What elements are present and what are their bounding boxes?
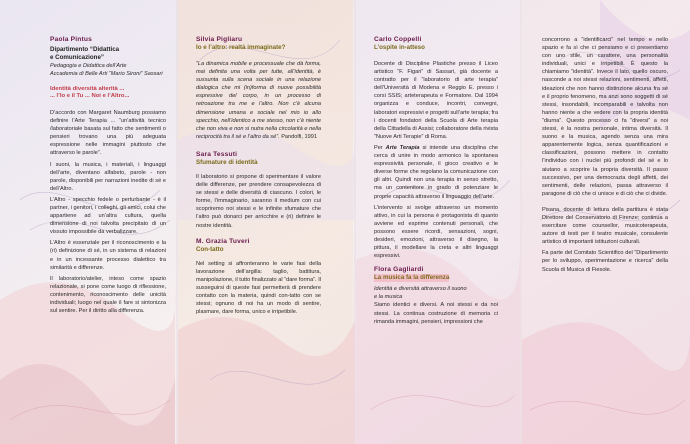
paragraph: Pisana, docente di lettura della partitura è stata Direttore del Conservatorio di Firenze; continua a esercitare come counsellor, musicoterapeuta, autore di testi per il teatro musicale, consulente artistico di importanti istituzioni culturali. (542, 206, 668, 246)
paragraph: Docente di Discipline Plastiche presso il Liceo artistico “F. Figari” di Sassari, già docente a contratto per il “laboratorio di arte terapia” dell’Università di Modena e Reggio E. presso i corsi SSIS; arteterapeuta e Formatore. Dal 1994 organizza e conduce, incontri, convegni, laboratori espressivi e progetti sull’arte terapia; fra i docenti fondatori della Scuola di Arte terapia della Cittadella di Assisi; collaboratore della rivista “Nuove Arti Terapie” di Roma. (374, 61, 498, 140)
author-name: Sara Tessuti (196, 150, 238, 158)
paragraph: Per Arte Terapia si intende una disciplina che cerca di unire in modo armonico la spontanea espressività personale, il gioco creativo e le diverse forme che regolano la comunicazione con gli altri. Quindi non una terapia in senso stretto, ma un contenitore in grado di potenziare le proprie capacità attraverso il linguaggio dell’arte. (374, 144, 498, 200)
column-pintus (50, 36, 166, 318)
workshop-title: Sfumature di identità (196, 158, 258, 166)
paragraph: Fa parte del Comitato Scientifico del “Dipartimento per lo sviluppo, sperimentazione e ricerca” della Scuola di Musica di Fiesole. (542, 250, 668, 273)
subtitle-1: Identità e diversità attraverso il suono (374, 286, 467, 293)
paragraph: L’Altro - specchio fedele o perturbante - è il partner, i genitori, i colleghi, gli amici, colui che appartiene ad un’altra cultura, quella dimensione di noi talvolta precipitato di un vissuto impossibile da verbalizzare. (50, 196, 166, 236)
section-heading-2: ... l’Io e il Tu ... Noi e l’Altro... (50, 93, 130, 100)
column-coppelli-gagliardi (374, 36, 498, 329)
section-heading-1: Identità diversità alterità ... (50, 85, 125, 92)
workshop-title: Io e l’altro: realtà immaginate? (196, 44, 286, 51)
paragraph: concorrono a “identificarci” nel tempo e nello spazio e fa sì che ci pensiamo e ci presentiamo con uno stile, un carattere, una personalità individuali, unici e irripetibili. È questo la chiamiamo “identità”. Invece il lato, quello oscuro, nasconde a noi stessi relazioni, sentimenti, affetti, ideazioni che non hanno distinzione alcuna fra sé e il proprio fenomeno, ma anzi sono soggetti di sé stessi, insondabili, incomparabili e talvolta non hanno niente a che vedere con la propria identità “diurna”. Questo processo ci fa “diversi” a noi stessi, è la nostra personale, intima diversità. Il suono e la musica, agendo senza una mira apparentemente logica, senza quantificazioni e classificazioni, possono mettere in contatto l’individuo con i nuclei più profondi del sé e lo aiutano a scoprire la propria diversità. Il passo successivo, per una democrazia degli affetti, dei sentimenti, delle relazioni, passa attraverso il paragone di ciò che ci unisce e di ciò che ci divide. (542, 37, 668, 197)
column-pigliaru-tessuti-tuveri (196, 36, 321, 319)
workshop-title: Con-tatto (196, 245, 224, 253)
paragraph: Il laboratorio si propone di sperimentare il valore delle differenze, per prendere consapevolezza di se stessi e delle diversità di ciascuno. I colori, le forme, l’immaginario, saranno il medium con cui scopriremo noi stessi e le infinite sfumature che l’altro può donarci per arricchire e (ri) definire le nostre identità. (196, 173, 321, 229)
subtitle-2: Accademia di Belle Arti “Mario Sironi” Sassari (50, 70, 163, 77)
paragraph: Siamo identici e diversi. A noi stessi e da noi stessi. La continua costruzione di memoria ci rimanda immagini, pensieri, impressioni che (374, 302, 498, 325)
author-name: Flora Gagliardi (374, 266, 424, 274)
paragraph: D’accordo con Margaret Naumburg possiamo definire l’Arte Terapia ... “un’attività tecnico /laboratoriale basata sul fatto che sentimenti o pensieri trovano una più adeguata espressione nelle immagini piuttosto che attraverso le parole”. (50, 109, 166, 157)
author-name: Paola Pintus (50, 36, 92, 43)
paragraph: Il laboratorio/atelier, inteso come spazio relazionale, si pone come luogo di riflessione, contenimento, riconoscimento delle unicità individuali; luogo nel quale il fare si sintonizza sul sentire. Per il diritto alla differenza. (50, 275, 166, 315)
workshop-title: La musica fa la differenza (374, 274, 450, 282)
subtitle-1: Pedagogia e Didattica dell’Arte (50, 62, 127, 69)
quote: “La dinamica mobile e processuale che dà forma, mai definita una volta per tutte, all’identità, è sussunta sulla scena sociale in una relazione dialogica che mi (in)forma di nuove possibilità espressive del corpo, in un processo di retroazione tra me e l’altro. Non c’è alcuna dimensione umana e sociale nel mio io allo specchio, nell’identico a me stesso, non c’è niente che non viva e non si nutra nella circolarità e nella reciprocità tra il sé e l’altro da sé”. Pandolfi, 1991 (196, 61, 321, 140)
author-name: M. Grazia Tuveri (196, 237, 250, 245)
department-line-1: Dipartimento “Didattica (50, 46, 120, 53)
column-gagliardi-cont (542, 36, 668, 277)
paragraph: I suoni, la musica, i materiali, i linguaggi dell’arte, diventano alfabeto, parole - non parole, disponibili per narrazioni inedite di sé e dell’Altro. (50, 161, 166, 192)
workshop-title: L’ospite in-atteso (374, 44, 425, 51)
author-name: Silvia Pigliaru (196, 36, 243, 43)
paragraph: L’intervento si svolge attraverso un momento attivo, in cui la persona è protagonista di quanto avviene ed esprime contenuti personali, che possono essere ricordi, sensazioni, sogni, desideri, emozioni, attraverso il disegno, la pittura, il modellare la creta e altri linguaggi espressivi. (374, 204, 498, 260)
paragraph: Nel setting si affronteranno le varie fasi della lavorazione dell’argilla: taglio, battitura, manipolazione, il tutto finalizzato al “dare forma”. Il susseguirsi di queste fasi permetterà di prendere contatto con la materia, quindi con-tatto con se stessi; ognuno di noi ha un modo di sentire, plasmare, dare forma, unico e irripetibile. (196, 260, 321, 316)
emphasis: Arte Terapia (385, 144, 420, 151)
quote-citation: Pandolfi, 1991 (281, 133, 317, 140)
author-name: Carlo Coppelli (374, 36, 422, 43)
department-line-2: e Comunicazione” (50, 53, 104, 61)
paragraph: L’Altro è essenziale per il riconoscimento e la (ri) definizione di sé, in un sistema di relazioni e in un incessante processo dialettico tra similarità e differenze. (50, 240, 166, 271)
subtitle-2: e la musica (374, 294, 403, 301)
